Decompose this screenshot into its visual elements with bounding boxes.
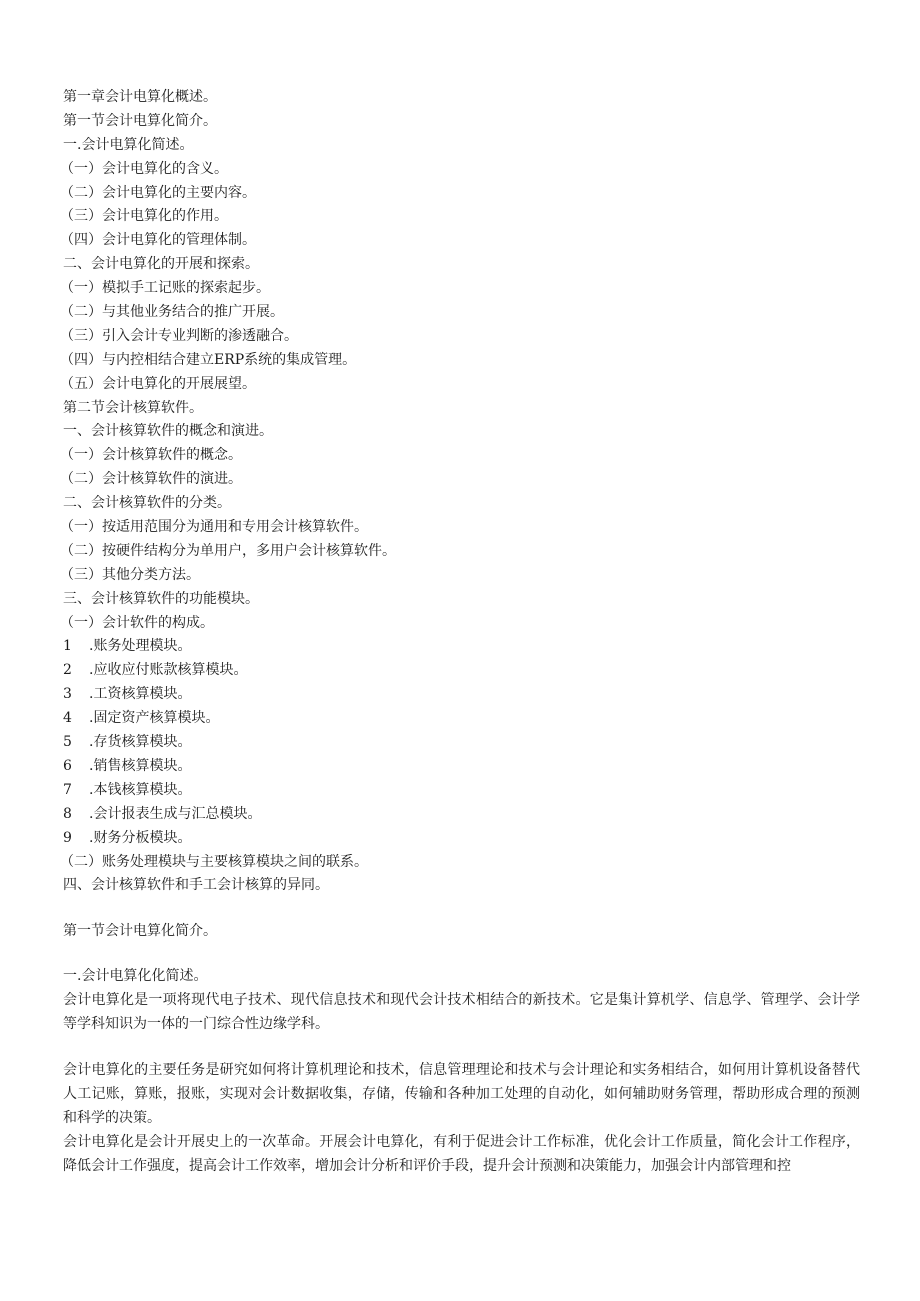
outline-item-number: 1 bbox=[63, 638, 72, 655]
outline-item-number: 8 bbox=[63, 805, 72, 822]
outline-item: （二）会计核算软件的演进。 bbox=[60, 471, 242, 488]
outline-item bbox=[63, 683, 860, 707]
outline-item-text: .财务分板模块。 bbox=[89, 829, 192, 846]
body-paragraph: 会计电算化是会计开展史上的一次革命。开展会计电算化，有利于促进会计工作标准，优化会计工作质量，简化会计工作程序，降低会计工作强度，提高会计工作效率，增加会计分析和评价手段，提升会计预测和决策能力，加强会计内部管理和控 bbox=[63, 1134, 860, 1175]
outline-item-number: 4 bbox=[63, 710, 72, 727]
outline-item-text: .账务处理模块。 bbox=[89, 638, 192, 655]
table-of-contents bbox=[60, 86, 860, 898]
sub-heading: 一.会计电算化化简述。 bbox=[63, 968, 208, 985]
outline-item: （四）与内控相结合建立ERP系统的集成管理。 bbox=[60, 351, 357, 368]
outline-item: （五）会计电算化的开展展望。 bbox=[60, 375, 256, 392]
outline-item bbox=[63, 659, 860, 683]
outline-item: 第二节会计核算软件。 bbox=[63, 399, 203, 416]
outline-item: （一）会计电算化的含义。 bbox=[60, 160, 228, 177]
outline-item-text: .固定资产核算模块。 bbox=[89, 710, 220, 727]
outline-item: （一）会计核算软件的概念。 bbox=[60, 447, 242, 464]
outline-item: （一）按适用范围分为通用和专用会计核算软件。 bbox=[60, 519, 368, 536]
outline-item: 三、会计核算软件的功能模块。 bbox=[63, 590, 259, 607]
outline-item: 第一节会计电算化简介。 bbox=[63, 112, 217, 129]
outline-item: （三）其他分类方法。 bbox=[60, 566, 200, 583]
outline-item-number: 9 bbox=[63, 829, 72, 846]
outline-item-text: .工资核算模块。 bbox=[89, 686, 192, 703]
outline-item bbox=[63, 635, 860, 659]
section-heading: 第一节会计电算化简介。 bbox=[63, 923, 217, 940]
outline-item: （一）模拟手工记账的探索起步。 bbox=[60, 280, 270, 297]
outline-item: 二、会计电算化的开展和探索。 bbox=[63, 256, 259, 273]
outline-item: 第一章会计电算化概述。 bbox=[63, 89, 217, 105]
outline-item: （三）引入会计专业判断的渗透融合。 bbox=[60, 327, 298, 344]
outline-item-number: 2 bbox=[63, 662, 72, 679]
outline-item bbox=[63, 803, 860, 827]
outline-item: （二）与其他业务结合的推广开展。 bbox=[60, 304, 284, 321]
outline-item bbox=[63, 731, 860, 755]
outline-item bbox=[63, 755, 860, 779]
outline-item-number: 3 bbox=[63, 686, 72, 703]
outline-item-number: 7 bbox=[63, 781, 72, 798]
body-paragraph: 会计电算化是一项将现代电子技术、现代信息技术和现代会计技术相结合的新技术。它是集计算机学、信息学、管理学、会计学等学科知识为一体的一门综合性边缘学科。 bbox=[63, 992, 860, 1033]
outline-item: （四）会计电算化的管理体制。 bbox=[60, 232, 256, 249]
outline-item: （一）会计软件的构成。 bbox=[60, 614, 214, 631]
outline-item bbox=[63, 827, 860, 851]
outline-item: （二）会计电算化的主要内容。 bbox=[60, 184, 256, 201]
outline-item-text: .本钱核算模块。 bbox=[89, 781, 192, 798]
outline-item: （二）账务处理模块与主要核算模块之间的联系。 bbox=[60, 853, 368, 870]
outline-item-text: .应收应付账款核算模块。 bbox=[89, 662, 248, 679]
outline-item-text: .销售核算模块。 bbox=[89, 757, 192, 774]
outline-item-number: 6 bbox=[63, 757, 72, 774]
outline-item bbox=[63, 779, 860, 803]
outline-item: （三）会计电算化的作用。 bbox=[60, 208, 228, 225]
outline-item: 一.会计电算化简述。 bbox=[63, 136, 194, 153]
outline-item-text: .会计报表生成与汇总模块。 bbox=[89, 805, 262, 822]
outline-item: 一、会计核算软件的概念和演进。 bbox=[63, 423, 273, 440]
outline-item-number: 5 bbox=[63, 734, 72, 751]
outline-item: （二）按硬件结构分为单用户，多用户会计核算软件。 bbox=[60, 542, 396, 559]
body-paragraph: 会计电算化的主要任务是研究如何将计算机理论和技术，信息管理理论和技术与会计理论和实务相结合，如何用计算机设备替代人工记账，算账，报账，实现对会计数据收集，存储，传输和各种加工处理的自动化，如何辅助财务管理，帮助形成合理的预测和科学的决策。 bbox=[63, 1062, 860, 1127]
outline-item bbox=[63, 707, 860, 731]
document-page bbox=[60, 86, 860, 1178]
outline-item: 二、会计核算软件的分类。 bbox=[63, 495, 231, 512]
outline-item: 四、会计核算软件和手工会计核算的异同。 bbox=[63, 877, 329, 894]
outline-item-text: .存货核算模块。 bbox=[89, 734, 192, 751]
